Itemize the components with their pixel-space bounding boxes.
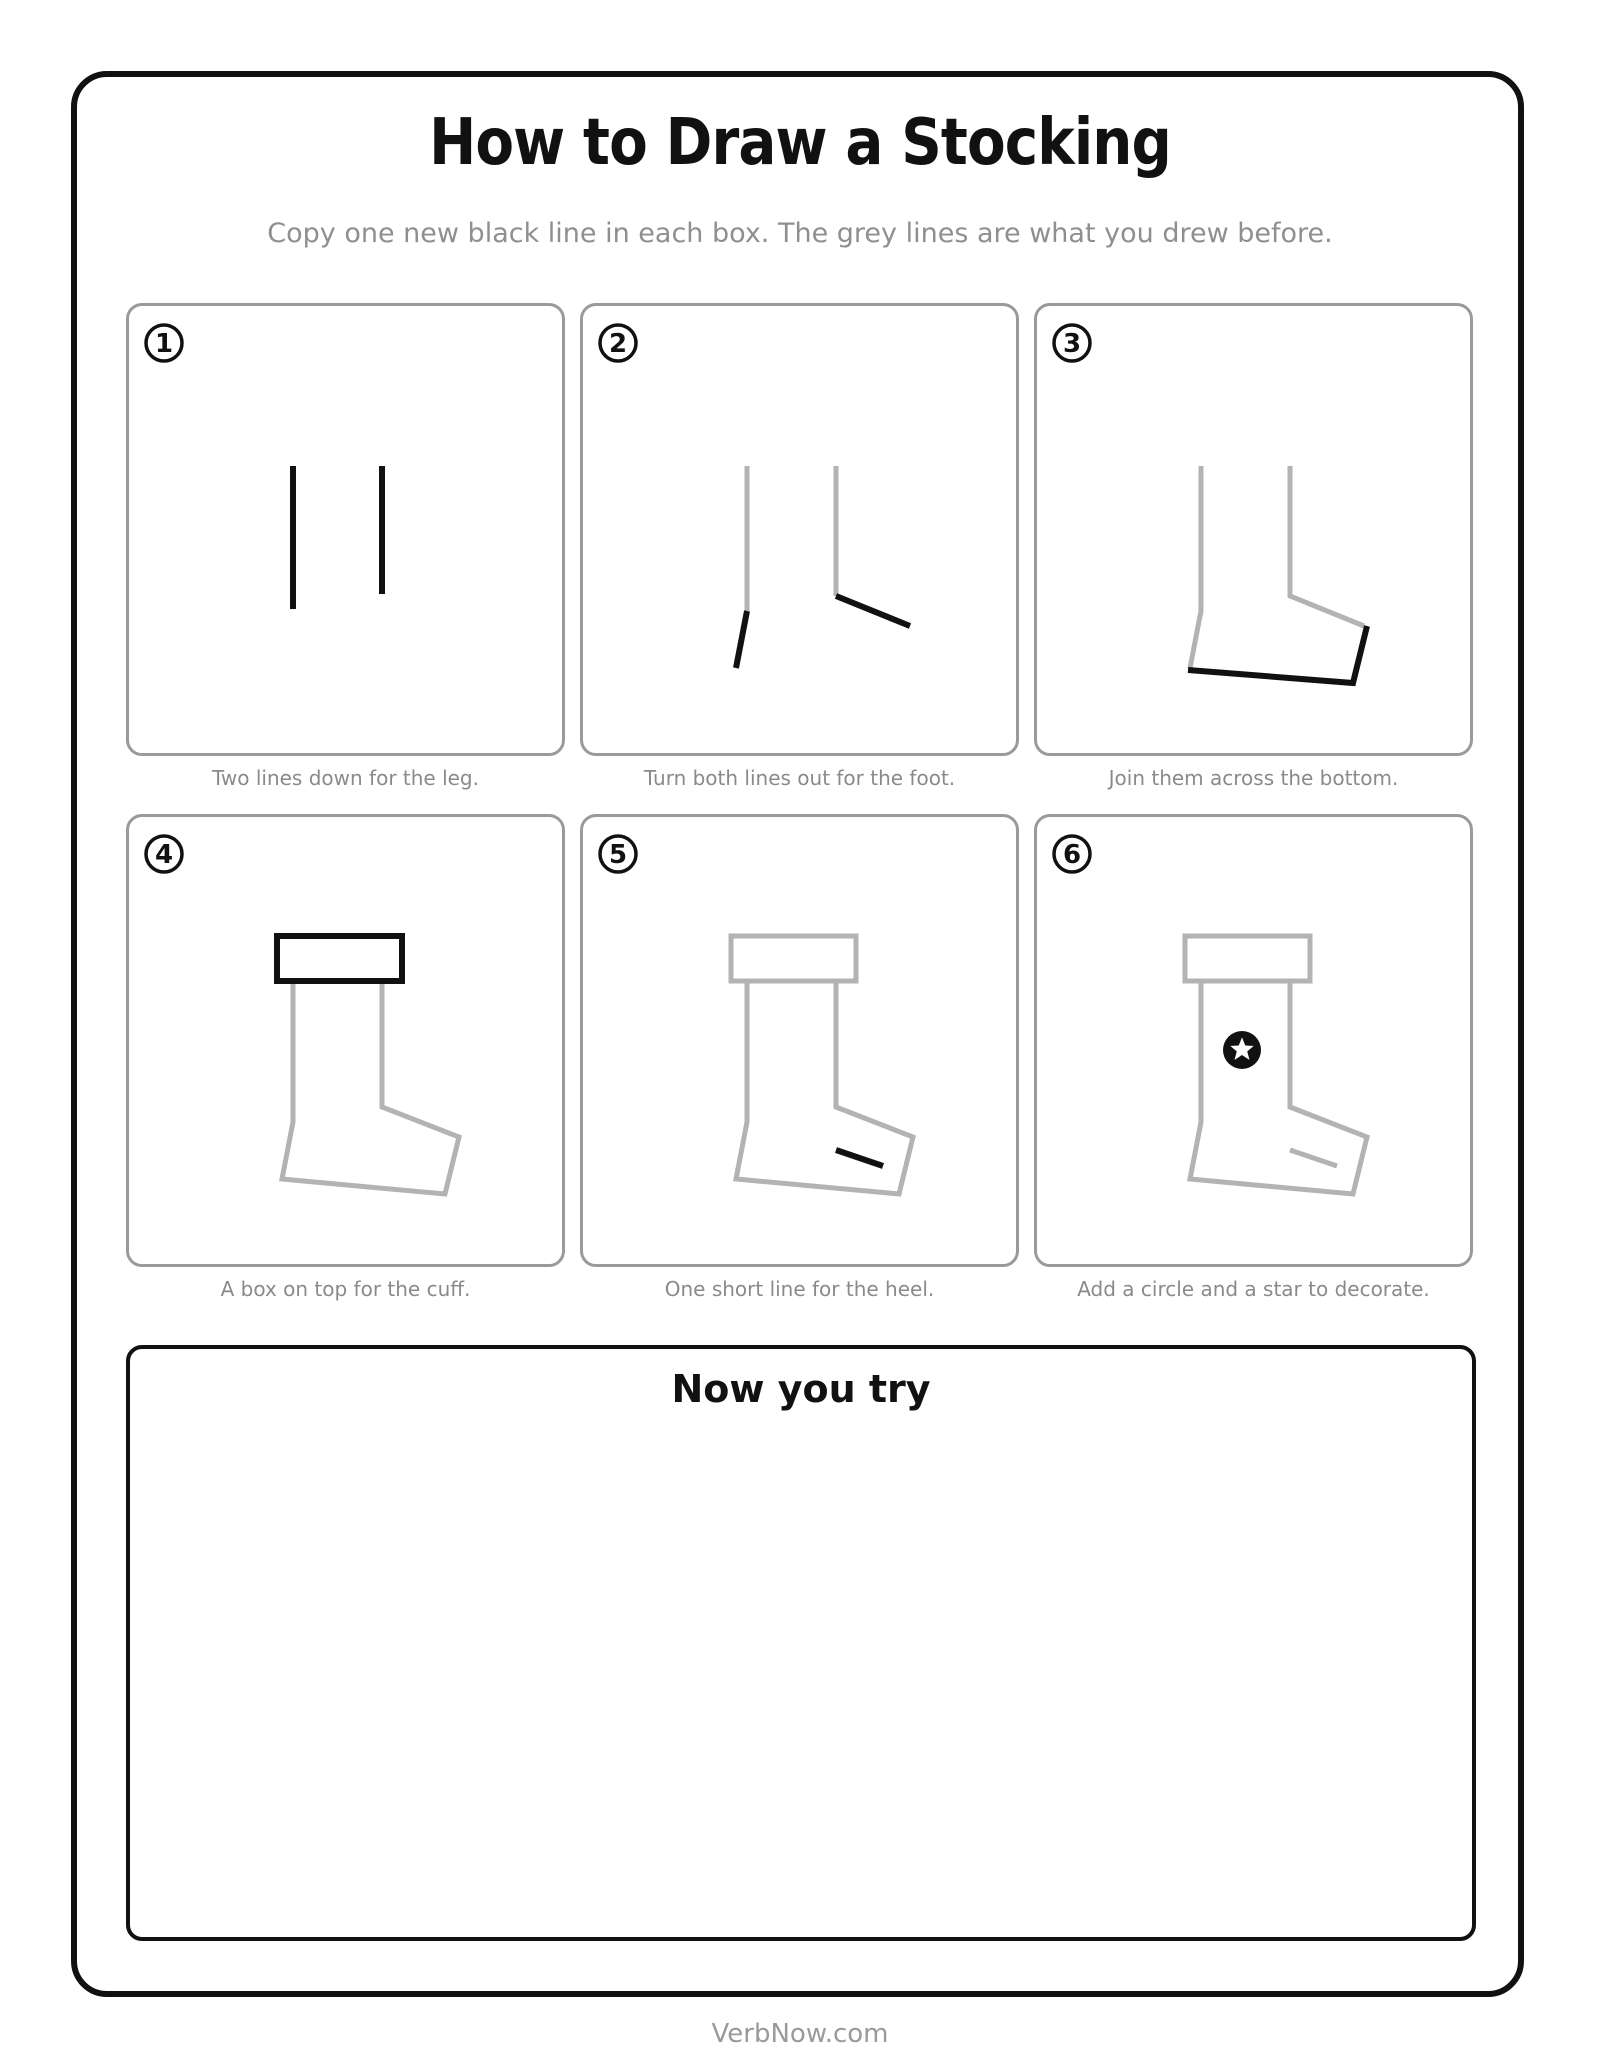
step-caption-5: One short line for the heel. <box>664 1277 935 1301</box>
step-number-5: 5 <box>608 840 628 870</box>
footer-site-name: VerbNow.com <box>711 2019 889 2049</box>
step-panel-5 <box>580 814 1019 1267</box>
step-panel-1 <box>126 303 565 756</box>
step-caption-2: Turn both lines out for the foot. <box>643 766 956 790</box>
step-caption-3: Join them across the bottom. <box>1108 766 1399 790</box>
step-panel-2 <box>580 303 1019 756</box>
step-caption-1: Two lines down for the leg. <box>211 766 479 790</box>
page-title: How to Draw a Stocking <box>429 106 1171 180</box>
step-number-6: 6 <box>1062 840 1082 870</box>
step-panel-6 <box>1034 814 1473 1267</box>
step-panel-3 <box>1034 303 1473 756</box>
practice-title: Now you try <box>671 1367 931 1411</box>
step-number-3: 3 <box>1062 329 1082 359</box>
step-caption-4: A box on top for the cuff. <box>220 1277 471 1301</box>
practice-drawing-area[interactable] <box>126 1345 1476 1941</box>
step-number-1: 1 <box>154 329 174 359</box>
step-caption-6: Add a circle and a star to decorate. <box>1077 1277 1430 1301</box>
step-panel-4 <box>126 814 565 1267</box>
instructions: Copy one new black line in each box. The grey lines are what you drew before. <box>267 218 1333 249</box>
step-number-4: 4 <box>154 840 174 870</box>
step-number-2: 2 <box>608 329 628 359</box>
